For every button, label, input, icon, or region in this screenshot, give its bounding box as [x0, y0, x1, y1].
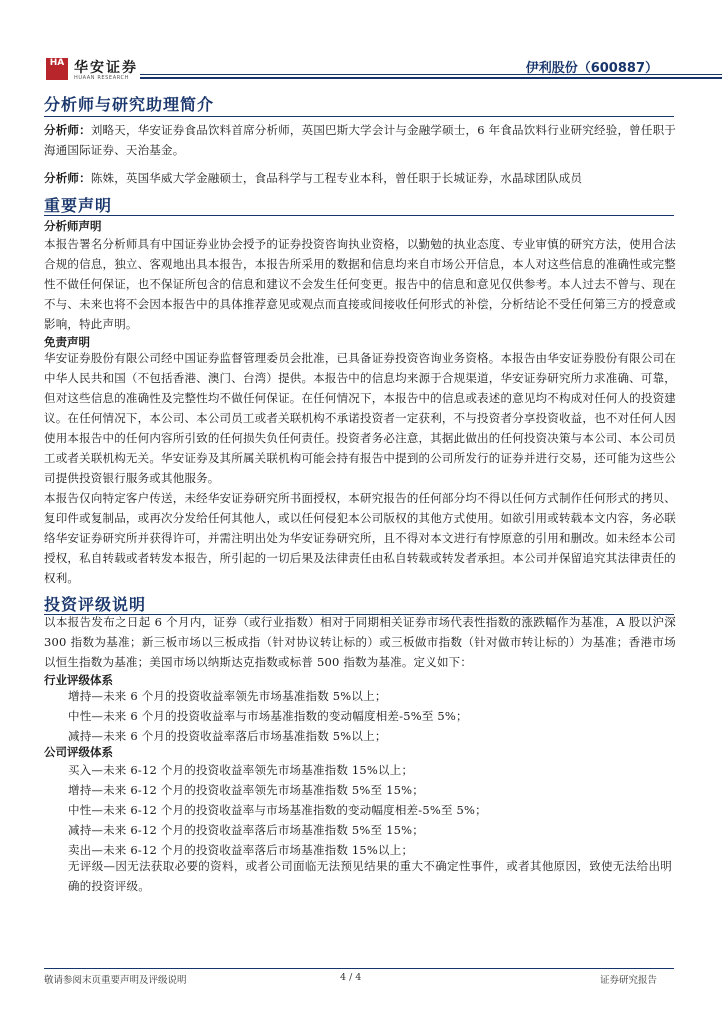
company-name-en: HUAAN RESEARCH	[74, 75, 129, 81]
analyst-1-bio	[44, 120, 676, 160]
analyst-2-label: 分析师：	[44, 171, 91, 185]
company-rating-item: 中性—未来 6-12 个月的投资收益率与市场基准指数的变动幅度相差-5%至 5%；	[68, 803, 487, 817]
company-rating-item: 增持—未来 6-12 个月的投资收益率领先市场基准指数 5%至 15%；	[68, 783, 424, 797]
company-rating-item: 卖出—未来 6-12 个月的投资收益率落后市场基准指数 15%以上；	[68, 843, 414, 857]
section-title-analysts: 分析师与研究助理简介	[44, 95, 215, 114]
company-rating-item: 买入—未来 6-12 个月的投资收益率领先市场基准指数 15%以上；	[68, 763, 414, 777]
page-header	[46, 56, 676, 86]
industry-rating-item: 中性—未来 6 个月的投资收益率与市场基准指数的变动幅度相差-5%至 5%；	[68, 709, 468, 723]
company-rating-heading: 公司评级体系	[44, 745, 113, 759]
no-rating-text: 无评级—因无法获取必要的资料，或者公司面临无法预见结果的重大不确定性事件，或者其他原因，致使无法给出明确的投资评级。	[68, 859, 672, 893]
company-logo-icon	[46, 58, 68, 80]
footer-report-type: 证券研究报告	[600, 975, 658, 986]
stock-title: 伊利股份（600887）	[525, 61, 658, 76]
industry-rating-item: 增持—未来 6 个月的投资收益率领先市场基准指数 5%以上；	[68, 689, 387, 703]
page-number: 4 / 4	[340, 972, 362, 983]
footer-divider	[44, 968, 674, 969]
disclaimer-text: 华安证券股份有限公司经中国证券监督管理委员会批准，已具备证券投资咨询业务资格。本报告由华安证券股份有限公司在中华人民共和国（不包括香港、澳门、台湾）提供。本报告中的信息均来源于合规渠道，华安证券研究所力求准确、可靠，但对这些信息的准确性及完整性均不做任何保证。在任何情况下，本报告中的信息或表述的意见均不构成对任何人的投资建议。在任何情况下，本公司、本公司员工或者关联机构不承诺投资者一定获利，不与投资者分享投资收益，也不对任何人因使用本报告中的任何内容所引致的任何损失负任何责任。投资者务必注意，其据此做出的任何投资决策与本公司、本公司员工或者关联机构无关。华安证券及其所属关联机构可能会持有报告中提到的公司所发行的证券并进行交易，还可能为这些公司提供投资银行服务或其他服务。	[44, 351, 676, 485]
analyst-statement-heading: 分析师声明	[44, 219, 102, 233]
company-name: 华安证券	[74, 60, 138, 76]
section-divider	[44, 215, 674, 216]
footer-note: 敬请参阅末页重要声明及评级说明	[44, 975, 187, 986]
section-title-disclaimer: 重要声明	[44, 196, 113, 215]
analyst-2-text: 陈姝，英国华威大学金融硕士，食品科学与工程专业本科，曾任职于长城证券，水晶球团队成员	[90, 171, 583, 185]
distribution-notice-text: 本报告仅向特定客户传送，未经华安证券研究所书面授权，本研究报告的任何部分均不得以任何方式制作任何形式的拷贝、复印件或复制品，或再次分发给任何其他人，或以任何侵犯本公司版权的其他方式使用。如欲引用或转载本文内容，务必联络华安证券研究所并获得许可，并需注明出处为华安证券研究所，且不得对本文进行有悖原意的引用和删改。如未经本公司授权，私自转载或者转发本报告，所引起的一切后果及法律责任由私自转载或转发者承担。本公司并保留追究其法律责任的权利。	[44, 491, 676, 585]
analyst-1-text: 刘略天，华安证券食品饮料首席分析师，英国巴斯大学会计与金融学硕士，6 年食品饮料行业研究经验，曾任职于海通国际证券、天治基金。	[44, 123, 676, 157]
analyst-1-label: 分析师：	[44, 123, 91, 137]
company-rating-item: 减持—未来 6-12 个月的投资收益率落后市场基准指数 5%至 15%；	[68, 823, 424, 837]
section-divider	[44, 116, 674, 117]
industry-rating-item: 减持—未来 6 个月的投资收益率落后市场基准指数 5%以上；	[68, 729, 387, 743]
logo-mark-text: HA	[49, 58, 65, 68]
section-title-rating: 投资评级说明	[44, 595, 147, 614]
industry-rating-heading: 行业评级体系	[44, 673, 113, 687]
disclaimer-heading: 免责声明	[44, 335, 90, 349]
rating-intro-text: 以本报告发布之日起 6 个月内，证券（或行业指数）相对于同期相关证券市场代表性指数的涨跌幅作为基准，A 股以沪深 300 指数为基准；新三板市场以三板成指（针对协议转让标的）或三板做市指数（针对做市转让标的）为基准；香港市场以恒生指数为基准；美国市场以纳斯达克指数或标普 500 指数为基准。定义如下：	[44, 615, 676, 669]
analyst-statement-text: 本报告署名分析师具有中国证券业协会授予的证券投资咨询执业资格，以勤勉的执业态度、专业审慎的研究方法，使用合法合规的信息，独立、客观地出具本报告，本报告所采用的数据和信息均来自市场公开信息，本人对这些信息的准确性或完整性不做任何保证，也不保证所包含的信息和建议不会发生任何变更。报告中的信息和意见仅供参考。本人过去不曾与、现在不与、未来也将不会因本报告中的具体推荐意见或观点而直接或间接收任何形式的补偿，分析结论不受任何第三方的授意或影响，特此声明。	[44, 237, 676, 331]
header-divider	[140, 74, 722, 75]
header-divider-thick	[140, 77, 722, 79]
analyst-2-bio	[44, 168, 676, 188]
